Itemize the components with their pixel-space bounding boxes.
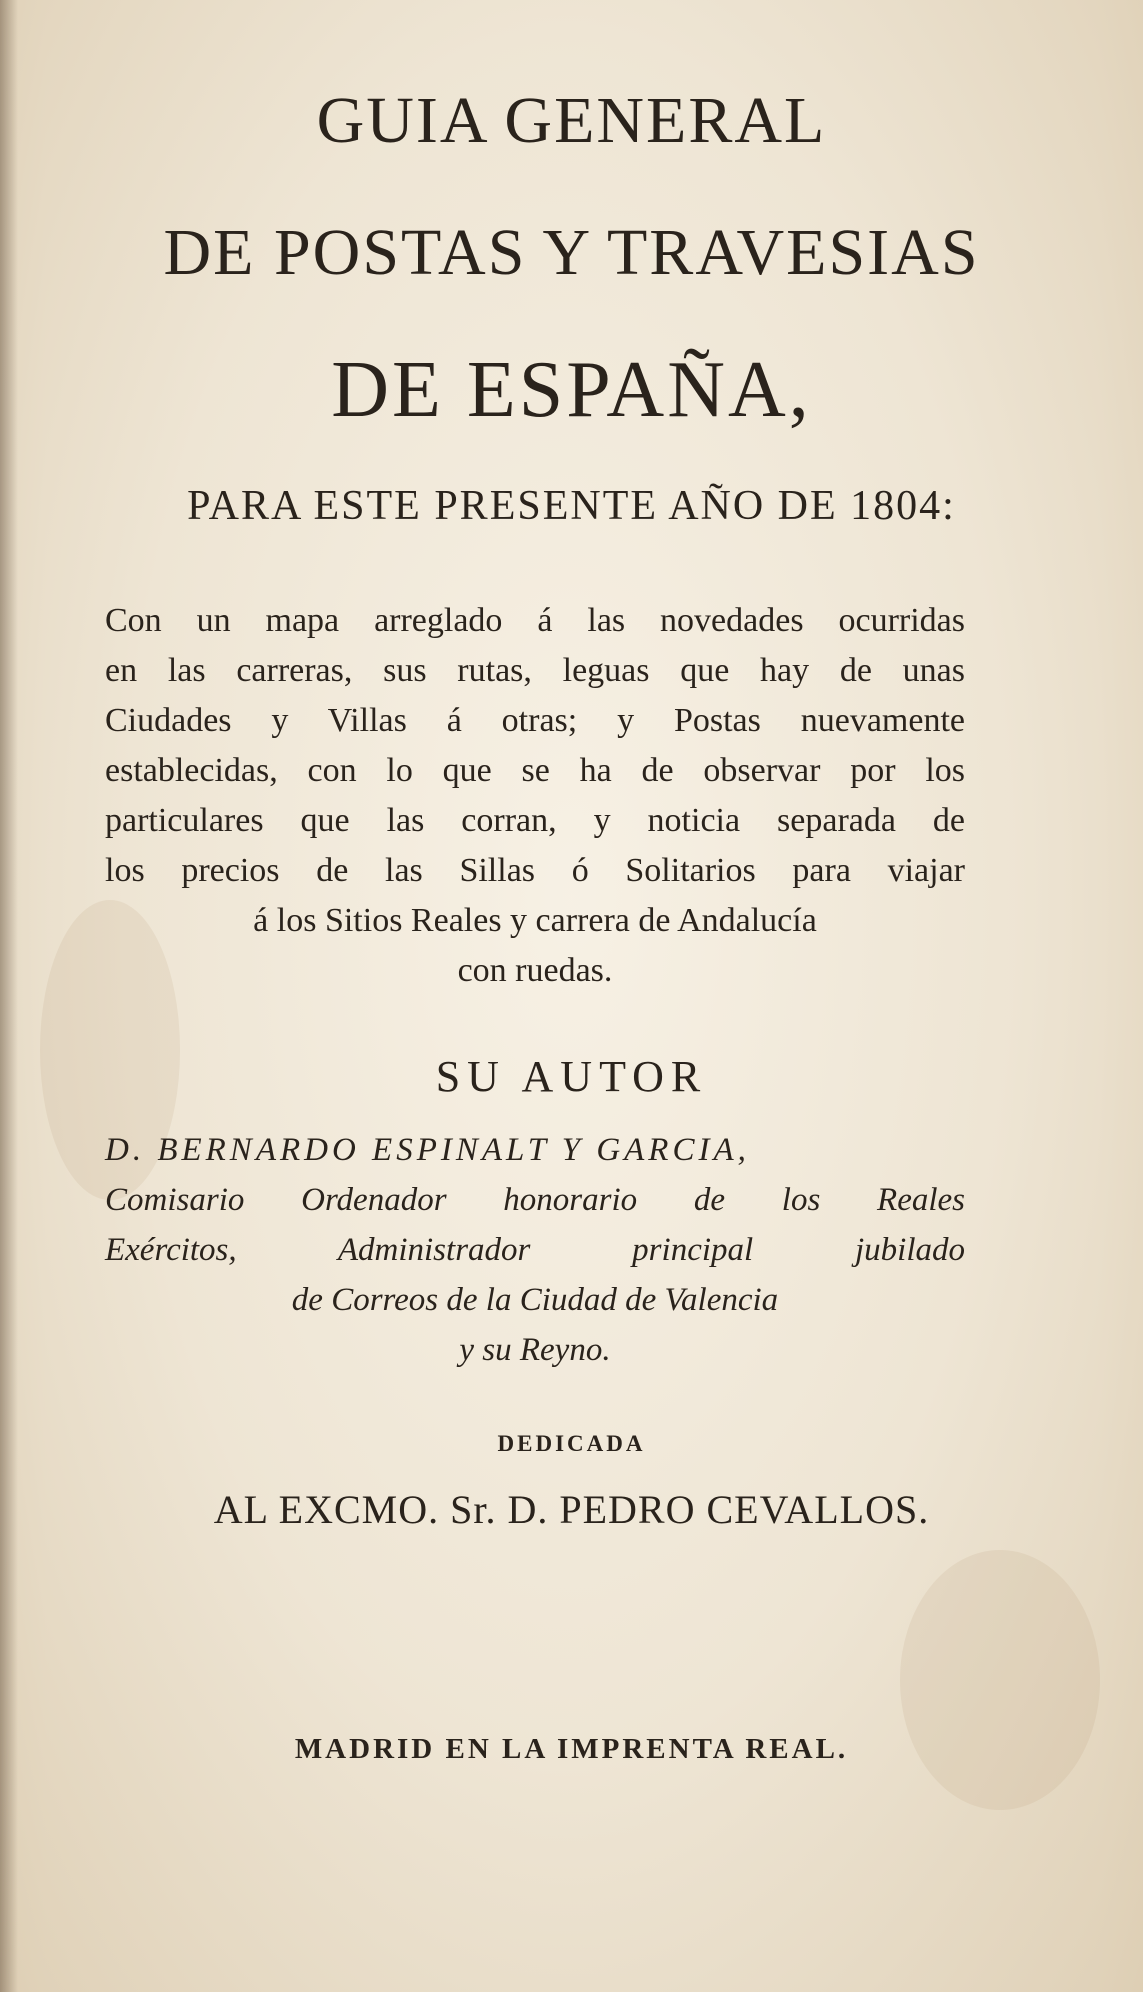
description-line: establecidas, con lo que se ha de observar por los [105, 752, 965, 789]
description-line: los precios de las Sillas ó Solitarios para viajar [105, 852, 965, 889]
author-label: SU AUTOR [435, 1052, 708, 1101]
author-title-line: y su Reyno. [459, 1332, 611, 1368]
imprint: MADRID EN LA IMPRENTA REAL. [294, 1733, 849, 1765]
dedication-recipient: AL EXCMO. Sr. D. PEDRO CEVALLOS. [213, 1487, 930, 1532]
dedication-label: DEDICADA [497, 1431, 646, 1456]
title-line-1: GUIA GENERAL [316, 84, 827, 157]
description-line: en las carreras, sus rutas, leguas que hay de unas [105, 652, 965, 689]
description-line: á los Sitios Reales y carrera de Andalucía [253, 902, 817, 939]
description-line: con ruedas. [457, 952, 613, 989]
title-line-2: DE POSTAS Y TRAVESIAS [163, 216, 980, 289]
description-line: particulares que las corran, y noticia separada de [105, 802, 965, 839]
author-title-line: Exércitos, Administrador principal jubilado [105, 1232, 965, 1268]
author-block [105, 1125, 965, 1375]
description-block [105, 596, 965, 996]
author-title-line: de Correos de la Ciudad de Valencia [291, 1282, 779, 1318]
description-line: Con un mapa arreglado á las novedades ocurridas [105, 602, 965, 639]
subtitle-year: PARA ESTE PRESENTE AÑO DE 1804: [187, 483, 956, 529]
title-line-3: DE ESPAÑA, [331, 346, 812, 434]
description-line: Ciudades y Villas á otras; y Postas nuevamente [105, 702, 965, 739]
paper-stain [900, 1550, 1100, 1810]
author-name: D. BERNARDO ESPINALT Y GARCIA, [105, 1132, 750, 1168]
page-edge-shadow [0, 0, 18, 1992]
author-title-line: Comisario Ordenador honorario de los Reales [105, 1182, 965, 1218]
